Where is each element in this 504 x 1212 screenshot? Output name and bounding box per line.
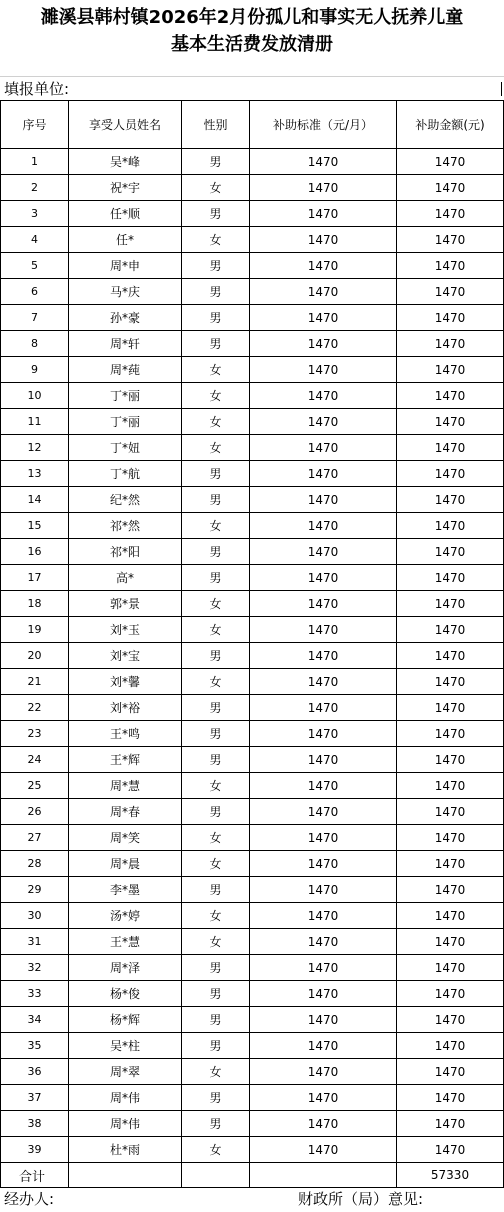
- gender-cell: 男: [182, 747, 250, 773]
- unit-row: [0, 76, 504, 101]
- amount-cell: 1470: [397, 721, 504, 747]
- amount-cell: 1470: [397, 1111, 504, 1137]
- column-header-gender: 性别: [182, 101, 250, 149]
- table-row: [1, 617, 504, 643]
- amount-cell: 1470: [397, 747, 504, 773]
- amount-cell: 1470: [397, 591, 504, 617]
- gender-cell: 男: [182, 877, 250, 903]
- table-row: [1, 149, 504, 175]
- column-header-name: 享受人员姓名: [69, 101, 182, 149]
- name-cell: 刘*馨: [69, 669, 182, 695]
- name-cell: 任*顺: [69, 201, 182, 227]
- gender-cell: 男: [182, 643, 250, 669]
- name-cell: 周*轩: [69, 331, 182, 357]
- amount-cell: 1470: [397, 825, 504, 851]
- amount-cell: 1470: [397, 305, 504, 331]
- standard-cell: 1470: [250, 305, 397, 331]
- table-row: [1, 253, 504, 279]
- standard-cell: 1470: [250, 1085, 397, 1111]
- name-cell: 周*慧: [69, 773, 182, 799]
- table-row: [1, 955, 504, 981]
- standard-cell: 1470: [250, 227, 397, 253]
- standard-cell: 1470: [250, 799, 397, 825]
- table-row: [1, 331, 504, 357]
- name-cell: 祝*宇: [69, 175, 182, 201]
- name-cell: 周*春: [69, 799, 182, 825]
- gender-cell: 女: [182, 773, 250, 799]
- amount-cell: 1470: [397, 149, 504, 175]
- name-cell: 丁*丽: [69, 409, 182, 435]
- gender-cell: 男: [182, 539, 250, 565]
- gender-cell: 男: [182, 461, 250, 487]
- standard-cell: 1470: [250, 487, 397, 513]
- seq-cell: 37: [1, 1085, 69, 1111]
- seq-cell: 11: [1, 409, 69, 435]
- amount-cell: 1470: [397, 799, 504, 825]
- seq-cell: 36: [1, 1059, 69, 1085]
- amount-cell: 1470: [397, 461, 504, 487]
- standard-cell: 1470: [250, 1111, 397, 1137]
- name-cell: 祁*阳: [69, 539, 182, 565]
- table-row: [1, 1111, 504, 1137]
- seq-cell: 15: [1, 513, 69, 539]
- column-header-amount: 补助金额(元): [397, 101, 504, 149]
- standard-cell: 1470: [250, 565, 397, 591]
- table-row: [1, 279, 504, 305]
- amount-cell: 1470: [397, 201, 504, 227]
- amount-cell: 1470: [397, 773, 504, 799]
- amount-cell: 1470: [397, 357, 504, 383]
- standard-cell: 1470: [250, 643, 397, 669]
- seq-cell: 22: [1, 695, 69, 721]
- table-row: [1, 981, 504, 1007]
- standard-cell: 1470: [250, 617, 397, 643]
- seq-cell: 23: [1, 721, 69, 747]
- seq-cell: 1: [1, 149, 69, 175]
- table-row: [1, 747, 504, 773]
- seq-cell: 20: [1, 643, 69, 669]
- gender-cell: 男: [182, 981, 250, 1007]
- table-row: [1, 383, 504, 409]
- seq-cell: 35: [1, 1033, 69, 1059]
- seq-cell: 6: [1, 279, 69, 305]
- amount-cell: 1470: [397, 903, 504, 929]
- name-cell: 吴*柱: [69, 1033, 182, 1059]
- gender-cell: 男: [182, 201, 250, 227]
- name-cell: 丁*航: [69, 461, 182, 487]
- standard-cell: 1470: [250, 1059, 397, 1085]
- amount-cell: 1470: [397, 253, 504, 279]
- amount-cell: 1470: [397, 435, 504, 461]
- table-row: [1, 877, 504, 903]
- table-row: [1, 513, 504, 539]
- amount-cell: 1470: [397, 487, 504, 513]
- seq-cell: 7: [1, 305, 69, 331]
- standard-cell: 1470: [250, 851, 397, 877]
- gender-cell: 男: [182, 331, 250, 357]
- seq-cell: 28: [1, 851, 69, 877]
- total-empty-cell: [182, 1163, 250, 1188]
- seq-cell: 12: [1, 435, 69, 461]
- standard-cell: 1470: [250, 357, 397, 383]
- amount-cell: 1470: [397, 331, 504, 357]
- seq-cell: 33: [1, 981, 69, 1007]
- table-row: [1, 539, 504, 565]
- gender-cell: 女: [182, 383, 250, 409]
- roster-table: [0, 100, 504, 1188]
- name-cell: 王*鸣: [69, 721, 182, 747]
- table-row: [1, 929, 504, 955]
- name-cell: 周*伟: [69, 1085, 182, 1111]
- name-cell: 孙*豪: [69, 305, 182, 331]
- standard-cell: 1470: [250, 435, 397, 461]
- table-row: [1, 591, 504, 617]
- gender-cell: 女: [182, 409, 250, 435]
- gender-cell: 女: [182, 1137, 250, 1163]
- name-cell: 杨*俊: [69, 981, 182, 1007]
- seq-cell: 21: [1, 669, 69, 695]
- standard-cell: 1470: [250, 721, 397, 747]
- amount-cell: 1470: [397, 409, 504, 435]
- standard-cell: 1470: [250, 1033, 397, 1059]
- table-row: [1, 461, 504, 487]
- table-row: [1, 409, 504, 435]
- gender-cell: 女: [182, 929, 250, 955]
- amount-cell: 1470: [397, 617, 504, 643]
- amount-cell: 1470: [397, 695, 504, 721]
- standard-cell: 1470: [250, 669, 397, 695]
- handler-label: 经办人:: [4, 1190, 55, 1208]
- gender-cell: 男: [182, 487, 250, 513]
- seq-cell: 30: [1, 903, 69, 929]
- gender-cell: 男: [182, 1033, 250, 1059]
- name-cell: 周*笑: [69, 825, 182, 851]
- table-row: [1, 1033, 504, 1059]
- table-row: [1, 1007, 504, 1033]
- gender-cell: 女: [182, 591, 250, 617]
- amount-cell: 1470: [397, 643, 504, 669]
- table-row: [1, 201, 504, 227]
- seq-cell: 8: [1, 331, 69, 357]
- name-cell: 周*翠: [69, 1059, 182, 1085]
- table-row: [1, 357, 504, 383]
- seq-cell: 13: [1, 461, 69, 487]
- standard-cell: 1470: [250, 747, 397, 773]
- amount-cell: 1470: [397, 669, 504, 695]
- gender-cell: 女: [182, 227, 250, 253]
- seq-cell: 27: [1, 825, 69, 851]
- gender-cell: 女: [182, 435, 250, 461]
- gender-cell: 女: [182, 669, 250, 695]
- name-cell: 刘*裕: [69, 695, 182, 721]
- amount-cell: 1470: [397, 1007, 504, 1033]
- name-cell: 汤*婷: [69, 903, 182, 929]
- table-row: [1, 1085, 504, 1111]
- standard-cell: 1470: [250, 409, 397, 435]
- total-amount: 57330: [397, 1163, 504, 1188]
- table-row: [1, 227, 504, 253]
- standard-cell: 1470: [250, 513, 397, 539]
- amount-cell: 1470: [397, 513, 504, 539]
- standard-cell: 1470: [250, 201, 397, 227]
- seq-cell: 9: [1, 357, 69, 383]
- table-row: [1, 487, 504, 513]
- gender-cell: 男: [182, 565, 250, 591]
- name-cell: 周*泽: [69, 955, 182, 981]
- gender-cell: 男: [182, 799, 250, 825]
- table-row: [1, 695, 504, 721]
- table-row: [1, 825, 504, 851]
- gender-cell: 女: [182, 357, 250, 383]
- gender-cell: 男: [182, 721, 250, 747]
- seq-cell: 32: [1, 955, 69, 981]
- standard-cell: 1470: [250, 331, 397, 357]
- gender-cell: 男: [182, 279, 250, 305]
- name-cell: 周*申: [69, 253, 182, 279]
- seq-cell: 29: [1, 877, 69, 903]
- name-cell: 刘*宝: [69, 643, 182, 669]
- table-row: [1, 435, 504, 461]
- total-row: [1, 1163, 504, 1188]
- page-title: [0, 4, 504, 58]
- standard-cell: 1470: [250, 539, 397, 565]
- title-line-1: 濉溪县韩村镇2026年2月份孤儿和事实无人抚养儿童: [40, 7, 464, 28]
- name-cell: 周*伟: [69, 1111, 182, 1137]
- table-row: [1, 565, 504, 591]
- standard-cell: 1470: [250, 279, 397, 305]
- gender-cell: 男: [182, 1111, 250, 1137]
- total-empty-cell: [69, 1163, 182, 1188]
- standard-cell: 1470: [250, 149, 397, 175]
- gender-cell: 男: [182, 955, 250, 981]
- seq-cell: 26: [1, 799, 69, 825]
- amount-cell: 1470: [397, 955, 504, 981]
- name-cell: 纪*然: [69, 487, 182, 513]
- name-cell: 杜*雨: [69, 1137, 182, 1163]
- table-row: [1, 903, 504, 929]
- unit-label: 填报单位:: [4, 80, 70, 98]
- gender-cell: 女: [182, 903, 250, 929]
- standard-cell: 1470: [250, 175, 397, 201]
- standard-cell: 1470: [250, 773, 397, 799]
- name-cell: 郭*景: [69, 591, 182, 617]
- gender-cell: 男: [182, 149, 250, 175]
- standard-cell: 1470: [250, 877, 397, 903]
- gender-cell: 男: [182, 1007, 250, 1033]
- seq-cell: 17: [1, 565, 69, 591]
- amount-cell: 1470: [397, 1085, 504, 1111]
- gender-cell: 女: [182, 617, 250, 643]
- table-row: [1, 1137, 504, 1163]
- amount-cell: 1470: [397, 981, 504, 1007]
- column-header-seq: 序号: [1, 101, 69, 149]
- gender-cell: 男: [182, 695, 250, 721]
- gender-cell: 女: [182, 513, 250, 539]
- total-empty-cell: [250, 1163, 397, 1188]
- standard-cell: 1470: [250, 695, 397, 721]
- table-body: [1, 149, 504, 1163]
- name-cell: 刘*玉: [69, 617, 182, 643]
- seq-cell: 2: [1, 175, 69, 201]
- standard-cell: 1470: [250, 1137, 397, 1163]
- table-row: [1, 799, 504, 825]
- standard-cell: 1470: [250, 1007, 397, 1033]
- seq-cell: 24: [1, 747, 69, 773]
- name-cell: 丁*丽: [69, 383, 182, 409]
- gender-cell: 男: [182, 305, 250, 331]
- amount-cell: 1470: [397, 929, 504, 955]
- gender-cell: 男: [182, 253, 250, 279]
- seq-cell: 4: [1, 227, 69, 253]
- table-row: [1, 175, 504, 201]
- gender-cell: 男: [182, 1085, 250, 1111]
- unit-field-marker: [501, 82, 502, 96]
- seq-cell: 16: [1, 539, 69, 565]
- standard-cell: 1470: [250, 461, 397, 487]
- name-cell: 任*: [69, 227, 182, 253]
- table-row: [1, 643, 504, 669]
- amount-cell: 1470: [397, 877, 504, 903]
- name-cell: 吴*峰: [69, 149, 182, 175]
- seq-cell: 10: [1, 383, 69, 409]
- name-cell: 李*墨: [69, 877, 182, 903]
- gender-cell: 女: [182, 175, 250, 201]
- name-cell: 丁*妞: [69, 435, 182, 461]
- gender-cell: 女: [182, 825, 250, 851]
- seq-cell: 3: [1, 201, 69, 227]
- amount-cell: 1470: [397, 1059, 504, 1085]
- table-row: [1, 669, 504, 695]
- seq-cell: 19: [1, 617, 69, 643]
- table-row: [1, 1059, 504, 1085]
- standard-cell: 1470: [250, 253, 397, 279]
- total-label: 合计: [1, 1163, 69, 1188]
- standard-cell: 1470: [250, 955, 397, 981]
- gender-cell: 女: [182, 1059, 250, 1085]
- amount-cell: 1470: [397, 565, 504, 591]
- standard-cell: 1470: [250, 929, 397, 955]
- seq-cell: 14: [1, 487, 69, 513]
- standard-cell: 1470: [250, 903, 397, 929]
- finance-opinion-label: 财政所（局）意见:: [298, 1190, 424, 1208]
- title-line-2: 基本生活费发放清册: [171, 34, 333, 55]
- standard-cell: 1470: [250, 825, 397, 851]
- header-row: [1, 101, 504, 149]
- seq-cell: 34: [1, 1007, 69, 1033]
- standard-cell: 1470: [250, 383, 397, 409]
- amount-cell: 1470: [397, 851, 504, 877]
- name-cell: 周*晨: [69, 851, 182, 877]
- name-cell: 马*庆: [69, 279, 182, 305]
- amount-cell: 1470: [397, 175, 504, 201]
- amount-cell: 1470: [397, 1137, 504, 1163]
- amount-cell: 1470: [397, 227, 504, 253]
- name-cell: 高*: [69, 565, 182, 591]
- seq-cell: 5: [1, 253, 69, 279]
- table-row: [1, 851, 504, 877]
- seq-cell: 18: [1, 591, 69, 617]
- standard-cell: 1470: [250, 591, 397, 617]
- name-cell: 王*慧: [69, 929, 182, 955]
- seq-cell: 38: [1, 1111, 69, 1137]
- seq-cell: 31: [1, 929, 69, 955]
- gender-cell: 女: [182, 851, 250, 877]
- seq-cell: 25: [1, 773, 69, 799]
- column-header-standard: 补助标准（元/月）: [250, 101, 397, 149]
- table-row: [1, 773, 504, 799]
- amount-cell: 1470: [397, 279, 504, 305]
- table-row: [1, 305, 504, 331]
- amount-cell: 1470: [397, 539, 504, 565]
- name-cell: 周*莼: [69, 357, 182, 383]
- amount-cell: 1470: [397, 1033, 504, 1059]
- standard-cell: 1470: [250, 981, 397, 1007]
- footer: [0, 1186, 504, 1212]
- seq-cell: 39: [1, 1137, 69, 1163]
- table-row: [1, 721, 504, 747]
- name-cell: 祁*然: [69, 513, 182, 539]
- amount-cell: 1470: [397, 383, 504, 409]
- name-cell: 杨*辉: [69, 1007, 182, 1033]
- name-cell: 王*辉: [69, 747, 182, 773]
